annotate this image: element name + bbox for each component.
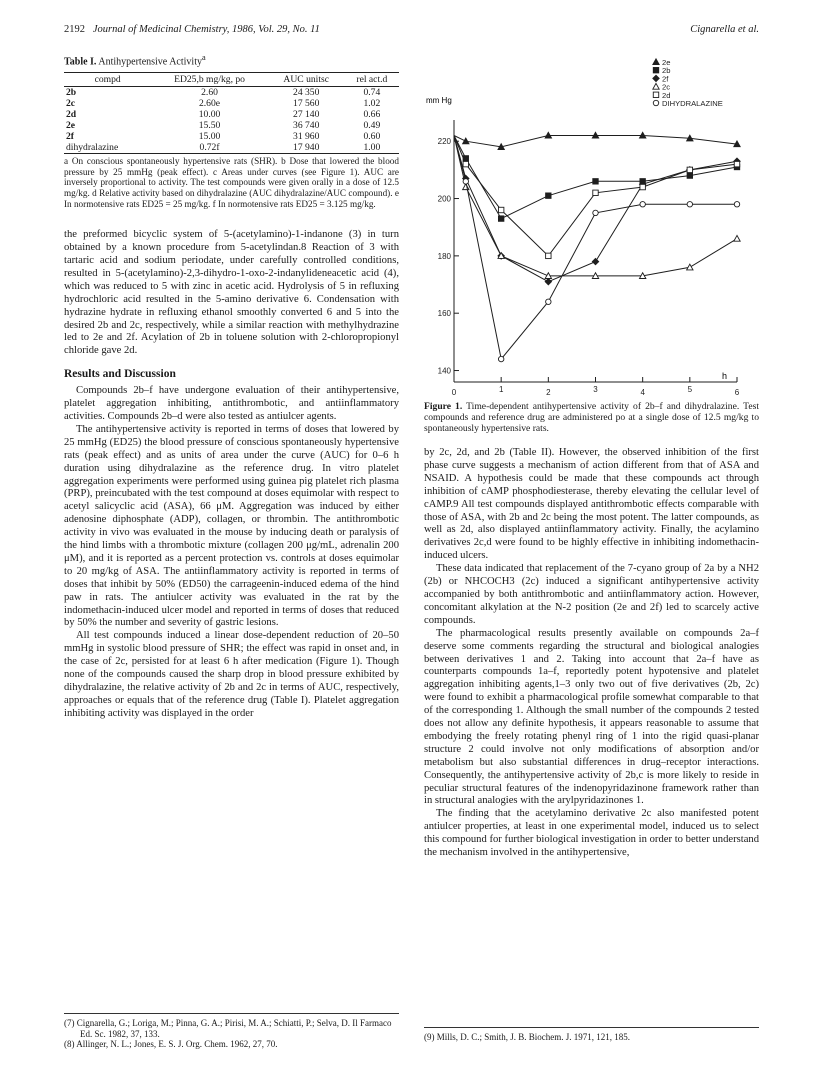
data-point: [687, 264, 693, 270]
data-point: [546, 253, 551, 258]
y-tick-label: 200: [437, 194, 451, 204]
y-tick-label: 160: [437, 309, 451, 319]
data-point: [546, 193, 551, 198]
table-row: [64, 109, 399, 120]
cell-ed25: 10.00: [198, 109, 221, 121]
references-left: [64, 1013, 399, 1050]
body-paragraph: These data indicated that replacement of the 7-cyano group of 2a by a NH2 (2b) or NHCOCH3 (2c) induced a significant antihypertensive activity accompanied by both antithrombotic and antiinflammatory action. However, concomitant alkylation at the N-2 position (2e and 2f) led to scarcely active compounds.: [424, 563, 759, 626]
col-header: rel act.d: [345, 73, 399, 87]
cell-rel-act: 0.49: [363, 120, 381, 132]
antihypertensive-activity-table: [64, 72, 399, 154]
x-tick-label: 4: [640, 388, 645, 397]
table-caption: Antihypertensive Activity: [98, 56, 202, 68]
body-paragraph: by 2c, 2d, and 2b (Table II). However, the observed inhibition of the first phase curve suggests a mechanism of action different from that of ASA and NSAID. A hypothesis could be made that these compounds act through inhibition of cAMP phosphodiesterase, thereby elevating the cellular level of cAMP.9 All test compounds displayed antithrombotic effects comparable with those of ASA, with 2b and 2c being the most potent. The latter compounds, as well as 2d, also displayed antiinflammatory activity. Finally, the acylamino derivatives 2c,d were found to be highly effective in inhibiting indomethacin-induced ulcers.: [424, 447, 759, 562]
legend-marker: [653, 100, 658, 105]
x-tick-label: 1: [498, 385, 504, 394]
cell-compd: 2b: [66, 87, 77, 99]
cell-ed25: 15.00: [198, 131, 221, 143]
data-point: [593, 210, 598, 215]
reference-item: (9) Mills, D. C.; Smith, J. B. Biochem. J. 1971, 121, 185.: [424, 1032, 631, 1042]
legend-label: 2b: [662, 66, 671, 76]
cell-ed25: 0.72f: [151, 142, 267, 154]
data-point: [546, 299, 551, 304]
table-row: [64, 120, 399, 131]
legend-label: DIHYDRALAZINE: [662, 99, 723, 108]
data-point: [734, 202, 739, 207]
figure-1: [424, 52, 759, 397]
data-point: [463, 138, 469, 144]
cell-compd: 2c: [66, 98, 76, 110]
table-title: Table I. Antihypertensive Activity$^a$: [64, 53, 206, 68]
cell-rel-act: 0.74: [363, 87, 381, 99]
legend-marker: [653, 59, 659, 65]
legend-label: 2c: [662, 82, 671, 92]
data-point: [593, 179, 598, 184]
data-point: [593, 190, 598, 195]
y-tick-label: 140: [437, 366, 451, 376]
table-row: [64, 131, 399, 142]
data-point: [498, 356, 503, 361]
data-point: [687, 202, 692, 207]
table-row: [64, 87, 399, 99]
chart-series: [454, 132, 740, 362]
body-paragraph: The finding that the acetylamino derivative 2c also manifested potent antiulcer properties, at least in one experimental model, induced us to select this compound for further biological investigation in order to better understand the mechanism involved in the antihypertensive,: [424, 808, 759, 859]
table-header-row: [64, 73, 399, 87]
cell-auc: 27 140: [293, 109, 320, 121]
x-tick-label: 5: [687, 385, 693, 394]
data-point: [734, 235, 740, 241]
x-tick-label: 3: [593, 385, 598, 394]
series-line: [454, 136, 737, 219]
data-point: [498, 216, 503, 221]
data-point: [463, 184, 469, 190]
body-paragraph: All test compounds induced a linear dose-dependent reduction of 20–50 mmHg in systolic blood pressure of SHR; the effect was rapid in onset and, in the case of 2c, persisted for at least 6 h after medication (Figure 1). Though none of the compounds caused the sharp drop in blood pressure exhibited by dihydralazine, the relative activity of 2b and 2c in terms of AUC, respectively, approaches or equals that of the reference drug (Table I). Platelet aggregation inhibiting activity was displayed in the order: [64, 630, 399, 719]
running-authors: Cignarella et al.: [690, 24, 759, 35]
legend-label: 2e: [662, 58, 671, 67]
journal-citation: Journal of Medicinal Chemistry, 1986, Vol. 29, No. 11: [92, 24, 320, 35]
right-column: [424, 52, 759, 860]
table-row: [64, 142, 399, 154]
table-row: [64, 98, 399, 109]
cell-compd: 2f: [66, 131, 74, 143]
data-point: [687, 167, 692, 172]
table-footnotes: a On conscious spontaneously hypertensive rats (SHR). b Dose that lowered the blood pressure by 25 mmHg (peak effect). c Areas under curves (see Figure 1). AUC are inversely proportional to activity. The test compounds were given orally in a dose of 12.5 mg/kg. d Relative activity based on dihydralazine (AUC dihydralazine/AUC compound). e In normotensive rats ED25 = 25 mg/kg. f In normotensive rats ED25 = 3.125 mg/kg.: [64, 156, 399, 209]
cell-ed25: 15.50: [198, 120, 221, 132]
data-point: [463, 161, 468, 166]
col-header: AUC unitsc: [268, 73, 345, 87]
cell-auc: 17 560: [293, 98, 320, 110]
data-point: [592, 258, 598, 264]
body-paragraph: The pharmacological results presently available on compounds 2a–f deserve some comments regarding the structural and biological analogies between derivatives 1 and 2. Taking into account that 2a–f have as counterparts compounds 1a–f, reportedly potent hypotensive and platelet aggregation inhibiting agents,1–3 only two out of five derivatives (2b, 2c) were found to exhibit a pharmacological profile somewhat comparable to that of the corresponding 1. Although the small number of the compounds 2 tested does not allow any definite hypothesis, it appears reasonable to assume that embodying the freely rotating phenyl ring of 1 into the rigid quasi-planar structure 2 could involve not only modifications of absorption and/or metabolism but also substantial differences in drug–receptor interactions. Consequently, the antihypertensive activity of 2b,c is more likely to reside in peculiar structural features of the indenopyridazinone framework rather than in structural analogies with the arylpyridazinones 1.: [424, 627, 759, 807]
cell-auc: 36 740: [293, 120, 320, 132]
cell-rel-act: 1.02: [363, 98, 381, 110]
cell-rel-act: 1.00: [345, 142, 399, 154]
data-point: [640, 184, 645, 189]
chart-legend: [653, 58, 723, 108]
legend-label: 2d: [662, 90, 671, 100]
legend-label: 2f: [662, 74, 669, 84]
cell-auc: 17 940: [268, 142, 345, 154]
y-tick-label: 180: [437, 251, 451, 261]
figure-caption-text: Time-dependent antihypertensive activity of 2b–f and dihydralazine. Test compounds and reference drug are administered po at a single dose of 12.5 mg/kg to spontaneously hypertensive rats.: [424, 401, 759, 434]
legend-marker: [653, 75, 659, 81]
cell-ed25: 2.60e: [198, 98, 221, 110]
reference-item: (8) Allinger, N. L.; Jones, E. S. J. Org. Chem. 1962, 27, 70.: [64, 1039, 278, 1050]
data-point: [734, 161, 739, 166]
legend-marker: [653, 67, 658, 72]
cell-compd: dihydralazine: [64, 142, 151, 154]
cell-rel-act: 0.66: [363, 109, 381, 121]
body-paragraph: Compounds 2b–f have undergone evaluation of their antihypertensive, platelet aggregation inhibiting, antithrombotic, and antiinflammatory activities. Compounds 2b–d were also tested as antiulcer agents.: [64, 385, 399, 422]
cell-rel-act: 0.60: [363, 131, 381, 143]
page-number: 2192: [64, 24, 85, 35]
y-tick-label: 220: [437, 137, 451, 147]
blood-pressure-chart: [424, 52, 759, 397]
cell-auc: 24 350: [293, 87, 320, 99]
body-paragraph: The antihypertensive activity is reported in terms of doses that lowered by 25 mmHg (ED25) the blood pressure of conscious spontaneously hypertensive rats (peak effect) and as units of area under the curve (AUC) for 0–6 h duration using dihydralazine as the reference drug. In vitro platelet aggregation experiments were performed using guinea pig platelet rich plasma (PRP), preincubated with the test compound at doses equimolar with respect to acetyl salicyclic acid (ASA), 66 μM. Aggregation was induced by either adenosine diphosphate (ADP), collagen, or thrombin. The antithrombotic activity in vivo was evaluated in the mouse by inducing death or paralysis of the hind limbs with a thrombotic mixture (collagen 200 μg/mL, adrenalin 200 μM), and it is reported as a percent protection vs. controls at doses equimolar to 20 mg/kg of ASA. The antiinflammatory activity is reported in terms of doses that inhibit by 50% (ED50) the carrageenin-induced edema of the hind paw in rats. The antiulcer activity was evaluated in the rat by the indomethacin-induced ulcer model and reported in terms of doses that reduced by 50% the number and severity of gastric lesions.: [64, 423, 399, 629]
body-paragraph: the preformed bicyclic system of 5-(acetylamino)-1-indanone (3) in turn obtained by a known procedure from 5-acetylindan.8 Reaction of 3 with tartaric acid and sodium periodate, under carefully controlled conditions, resulted in 5-(acetylamino)-2,3-dihydro-1-oxo-2-indanylideneacetic acid (4), which was reduced to 5 with zinc in acetic acid. Hydrolysis of 5 in refluxing hydrochloric acid resulted in the 5-amino derivative 6. Condensation with hydrazine hydrate in refluxing ethanol smoothly converted 6 and 5 into the desired 2b and 2c, respectively, while a similar reaction with methylhydrazine led to 2e and 2f. Acylation of 2b in toluene solution with 2-chloropropionyl chloride gave 2d.: [64, 229, 399, 357]
references-right: [424, 1027, 759, 1043]
cell-compd: 2e: [66, 120, 76, 132]
cell-compd: 2d: [66, 109, 77, 121]
left-column: [64, 52, 399, 721]
reference-item: (7) Cignarella, G.; Loriga, M.; Pinna, G. A.; Pirisi, M. A.; Schiatti, P.; Selva, D. Il Farmaco Ed. Sc. 1982, 37, 133.: [64, 1018, 392, 1039]
legend-marker: [653, 92, 658, 97]
chart-axes: [438, 120, 740, 397]
figure-label: Figure 1.: [424, 401, 463, 412]
x-axis-unit: h: [722, 371, 728, 381]
x-tick-label: 2: [546, 388, 551, 397]
section-heading: Results and Discussion: [64, 368, 176, 381]
legend-marker: [653, 83, 659, 89]
data-point: [463, 179, 468, 184]
running-header: [64, 24, 759, 40]
cell-ed25: 2.60: [201, 87, 218, 99]
col-header: ED25,b mg/kg, po: [151, 73, 267, 87]
y-axis-unit: mm Hg: [426, 96, 452, 105]
figure-caption: [424, 401, 759, 434]
data-point: [498, 207, 503, 212]
table-label: Table I.: [64, 56, 97, 68]
x-tick-label: 6: [734, 388, 740, 397]
col-header: compd: [64, 73, 151, 87]
data-point: [640, 202, 645, 207]
series-line: [454, 136, 737, 276]
cell-auc: 31 960: [293, 131, 320, 143]
data-point: [545, 278, 551, 284]
x-tick-label: 0: [451, 388, 457, 397]
